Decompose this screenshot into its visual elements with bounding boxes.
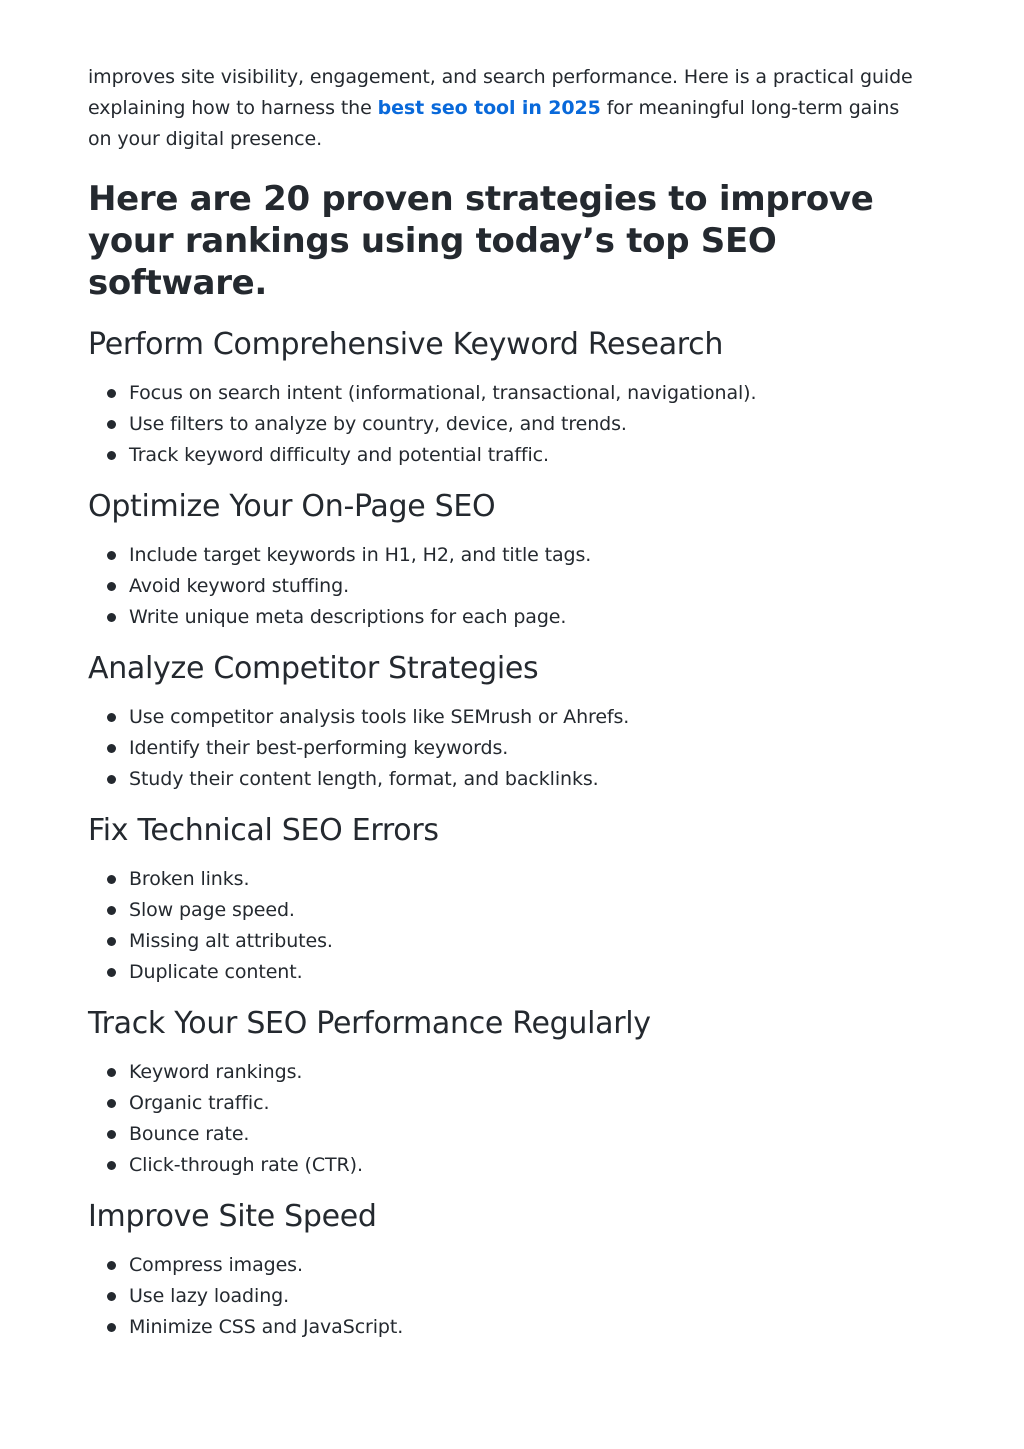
- intro-text-end: for meaningful long-term gains on your digital presence.: [88, 97, 900, 150]
- list-item-text: Organic traffic.: [129, 1092, 270, 1114]
- section-technical-seo: [88, 812, 928, 988]
- list-item: [129, 602, 928, 633]
- intro-text-start: improves site visibility, engagement, and search performance. Here is a practical guide explaining how to harness the: [88, 66, 913, 119]
- list-item: [129, 1150, 928, 1181]
- section-heading: Analyze Competitor Strategies: [88, 651, 539, 686]
- list-item: [129, 540, 928, 571]
- list-item-text: Write unique meta descriptions for each page.: [129, 606, 567, 628]
- list-item: [129, 409, 928, 440]
- list-item-text: Minimize CSS and JavaScript.: [129, 1316, 404, 1338]
- list-item-text: Identify their best-performing keywords.: [129, 737, 509, 759]
- list-item-text: Focus on search intent (informational, transactional, navigational).: [129, 382, 757, 404]
- list-item-text: Missing alt attributes.: [129, 930, 333, 952]
- section-competitor-strategies: [88, 650, 928, 795]
- list-item: [129, 702, 928, 733]
- list-item-text: Use competitor analysis tools like SEMrush or Ahrefs.: [129, 706, 630, 728]
- section-keyword-research: [88, 326, 928, 471]
- bullet-icon: [107, 775, 116, 784]
- list-item-text: Click-through rate (CTR).: [129, 1154, 363, 1176]
- section-heading: Perform Comprehensive Keyword Research: [88, 327, 724, 362]
- list-item: [129, 378, 928, 409]
- list-item-text: Study their content length, format, and backlinks.: [129, 768, 599, 790]
- list-item: [129, 895, 928, 926]
- bullet-list: [88, 864, 928, 988]
- list-item: [129, 957, 928, 988]
- bullet-icon: [107, 1161, 116, 1170]
- bullet-icon: [107, 1323, 116, 1332]
- list-item: [129, 1088, 928, 1119]
- section-site-speed: [88, 1198, 928, 1343]
- bullet-list: [88, 702, 928, 795]
- bullet-icon: [107, 451, 116, 460]
- section-heading: Fix Technical SEO Errors: [88, 813, 439, 848]
- section-on-page-seo: [88, 488, 928, 633]
- list-item: [129, 864, 928, 895]
- bullet-icon: [107, 744, 116, 753]
- bullet-icon: [107, 906, 116, 915]
- bullet-icon: [107, 551, 116, 560]
- section-track-performance: [88, 1005, 928, 1181]
- bullet-list: [88, 1057, 928, 1181]
- list-item-text: Track keyword difficulty and potential traffic.: [129, 444, 549, 466]
- bullet-icon: [107, 1099, 116, 1108]
- bullet-icon: [107, 582, 116, 591]
- section-heading: Improve Site Speed: [88, 1199, 377, 1234]
- list-item: [129, 764, 928, 795]
- bullet-list: [88, 540, 928, 633]
- list-item-text: Broken links.: [129, 868, 250, 890]
- bullet-icon: [107, 1292, 116, 1301]
- bullet-icon: [107, 968, 116, 977]
- bullet-icon: [107, 875, 116, 884]
- section-heading: Optimize Your On-Page SEO: [88, 489, 496, 524]
- main-heading: Here are 20 proven strategies to improve your rankings using today’s top SEO software.: [88, 179, 874, 303]
- list-item-text: Avoid keyword stuffing.: [129, 575, 350, 597]
- list-item-text: Duplicate content.: [129, 961, 303, 983]
- bullet-icon: [107, 389, 116, 398]
- list-item: [129, 1057, 928, 1088]
- list-item: [129, 1281, 928, 1312]
- list-item-text: Slow page speed.: [129, 899, 295, 921]
- best-seo-tool-link[interactable]: best seo tool in 2025: [377, 97, 601, 119]
- bullet-icon: [107, 613, 116, 622]
- list-item-text: Use lazy loading.: [129, 1285, 290, 1307]
- section-heading: Track Your SEO Performance Regularly: [88, 1006, 651, 1041]
- bullet-list: [88, 1250, 928, 1343]
- list-item-text: Compress images.: [129, 1254, 303, 1276]
- bullet-list: [88, 378, 928, 471]
- list-item: [129, 571, 928, 602]
- list-item: [129, 926, 928, 957]
- list-item: [129, 1119, 928, 1150]
- list-item: [129, 1312, 928, 1343]
- list-item: [129, 733, 928, 764]
- bullet-icon: [107, 420, 116, 429]
- bullet-icon: [107, 1068, 116, 1077]
- intro-paragraph: [88, 62, 928, 155]
- list-item-text: Include target keywords in H1, H2, and title tags.: [129, 544, 592, 566]
- bullet-icon: [107, 1261, 116, 1270]
- list-item: [129, 1250, 928, 1281]
- list-item-text: Bounce rate.: [129, 1123, 250, 1145]
- bullet-icon: [107, 937, 116, 946]
- list-item: [129, 440, 928, 471]
- bullet-icon: [107, 1130, 116, 1139]
- list-item-text: Keyword rankings.: [129, 1061, 303, 1083]
- bullet-icon: [107, 713, 116, 722]
- list-item-text: Use filters to analyze by country, device, and trends.: [129, 413, 627, 435]
